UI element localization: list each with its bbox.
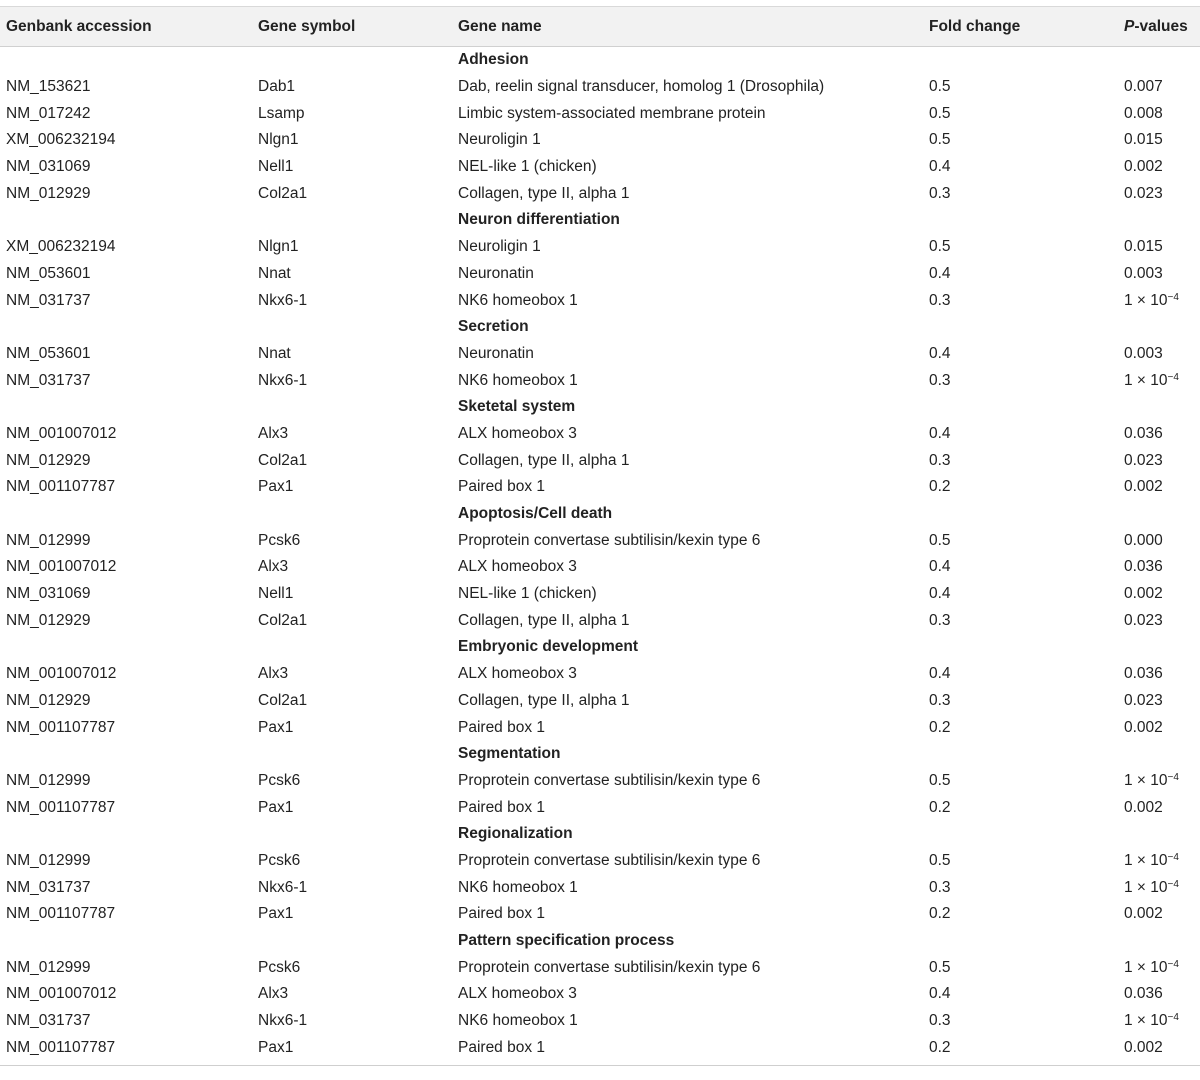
fold-change-cell: 0.4	[929, 158, 951, 176]
symbol-cell: Pax1	[258, 798, 294, 816]
fold-change-cell: 0.2	[929, 478, 951, 496]
p-value-cell	[1124, 959, 1200, 977]
p-value-base: 1 × 10	[1124, 771, 1168, 789]
fold-change-cell: 0.3	[929, 291, 951, 309]
accession-cell: NM_031737	[6, 371, 91, 389]
accession-cell: NM_031737	[6, 291, 91, 309]
table-row	[0, 848, 1200, 875]
table-row	[0, 154, 1200, 181]
symbol-cell: Pax1	[258, 905, 294, 923]
p-value-cell	[1124, 772, 1200, 790]
symbol-cell: Col2a1	[258, 184, 308, 202]
fold-change-cell: 0.3	[929, 878, 951, 896]
accession-cell: NM_001007012	[6, 985, 117, 1003]
category-label: Embryonic development	[458, 638, 639, 656]
category-row	[0, 394, 1200, 421]
table-row	[0, 74, 1200, 101]
category-label: Neuron differentiation	[458, 211, 620, 229]
category-label: Sketetal system	[458, 398, 576, 416]
gene-name-cell: Neuronatin	[458, 264, 534, 282]
table-row	[0, 367, 1200, 394]
table-row	[0, 447, 1200, 474]
table-row	[0, 581, 1200, 608]
gene-name-cell: Paired box 1	[458, 1038, 546, 1056]
category-row	[0, 741, 1200, 768]
fold-change-cell: 0.5	[929, 531, 951, 549]
fold-change-cell: 0.3	[929, 451, 951, 469]
fold-change-cell: 0.5	[929, 131, 951, 149]
p-value-cell: 0.036	[1124, 985, 1163, 1003]
fold-change-cell: 0.5	[929, 104, 951, 122]
p-value-cell	[1124, 292, 1200, 310]
accession-cell: NM_012999	[6, 771, 91, 789]
accession-cell: NM_031737	[6, 878, 91, 896]
gene-name-cell: Neuronatin	[458, 344, 534, 362]
table-row	[0, 180, 1200, 207]
accession-cell: NM_053601	[6, 264, 91, 282]
p-value-exponent: −4	[1167, 371, 1179, 383]
fold-change-cell: 0.5	[929, 78, 951, 96]
category-label: Segmentation	[458, 745, 561, 763]
symbol-cell: Nkx6-1	[258, 878, 308, 896]
p-value-exponent: −4	[1167, 771, 1179, 783]
table-row	[0, 714, 1200, 741]
gene-name-cell: NK6 homeobox 1	[458, 1012, 578, 1030]
gene-name-cell: Paired box 1	[458, 905, 546, 923]
symbol-cell: Pax1	[258, 718, 294, 736]
category-label: Adhesion	[458, 51, 529, 69]
symbol-cell: Nlgn1	[258, 238, 299, 256]
table-header	[0, 7, 1200, 47]
symbol-cell: Alx3	[258, 558, 289, 576]
p-value-exponent: −4	[1167, 1012, 1179, 1024]
fold-change-cell: 0.3	[929, 611, 951, 629]
p-value-cell	[1124, 852, 1200, 870]
category-row	[0, 821, 1200, 848]
p-value-cell: 0.007	[1124, 78, 1163, 96]
p-value-cell: 0.023	[1124, 691, 1163, 709]
p-value-base: 1 × 10	[1124, 958, 1168, 976]
table-row	[0, 981, 1200, 1008]
fold-change-cell: 0.4	[929, 264, 951, 282]
top-rule	[0, 0, 1200, 7]
fold-change-cell: 0.4	[929, 344, 951, 362]
accession-cell: NM_001007012	[6, 558, 117, 576]
symbol-cell: Pcsk6	[258, 531, 301, 549]
header-p-suffix: -values	[1134, 17, 1188, 35]
p-value-cell: 0.023	[1124, 611, 1163, 629]
p-value-base: 1 × 10	[1124, 291, 1168, 309]
table-row	[0, 661, 1200, 688]
gene-name-cell: Collagen, type II, alpha 1	[458, 611, 630, 629]
p-value-cell: 0.023	[1124, 184, 1163, 202]
fold-change-cell: 0.4	[929, 985, 951, 1003]
symbol-cell: Col2a1	[258, 611, 308, 629]
p-value-cell: 0.015	[1124, 238, 1163, 256]
table-row	[0, 1034, 1200, 1061]
gene-name-cell: NEL-like 1 (chicken)	[458, 158, 597, 176]
symbol-cell: Col2a1	[258, 691, 308, 709]
accession-cell: NM_012999	[6, 958, 91, 976]
gene-name-cell: Collagen, type II, alpha 1	[458, 451, 630, 469]
accession-cell: NM_153621	[6, 78, 91, 96]
symbol-cell: Nell1	[258, 158, 294, 176]
accession-cell: NM_031737	[6, 1012, 91, 1030]
table-row	[0, 100, 1200, 127]
symbol-cell: Nnat	[258, 344, 291, 362]
accession-cell: XM_006232194	[6, 238, 116, 256]
fold-change-cell: 0.3	[929, 691, 951, 709]
symbol-cell: Nell1	[258, 585, 294, 603]
table-row	[0, 554, 1200, 581]
accession-cell: NM_001107787	[6, 718, 116, 736]
category-row	[0, 634, 1200, 661]
category-row	[0, 47, 1200, 74]
p-value-base: 1 × 10	[1124, 878, 1168, 896]
header-pvalues	[1124, 18, 1200, 36]
gene-name-cell: ALX homeobox 3	[458, 665, 577, 683]
gene-name-cell: Proprotein convertase subtilisin/kexin type 6	[458, 771, 761, 789]
fold-change-cell: 0.5	[929, 771, 951, 789]
p-value-exponent: −4	[1167, 878, 1179, 890]
p-value-cell: 0.002	[1124, 1038, 1163, 1056]
header-name: Gene name	[458, 17, 542, 35]
gene-name-cell: Collagen, type II, alpha 1	[458, 184, 630, 202]
p-value-cell: 0.008	[1124, 104, 1163, 122]
accession-cell: NM_001007012	[6, 424, 117, 442]
table-row	[0, 341, 1200, 368]
fold-change-cell: 0.4	[929, 585, 951, 603]
table-row	[0, 261, 1200, 288]
fold-change-cell: 0.2	[929, 718, 951, 736]
p-value-cell: 0.002	[1124, 158, 1163, 176]
category-row	[0, 314, 1200, 341]
fold-change-cell: 0.4	[929, 665, 951, 683]
accession-cell: NM_001007012	[6, 665, 117, 683]
category-label: Pattern specification process	[458, 932, 675, 950]
table-row	[0, 421, 1200, 448]
fold-change-cell: 0.3	[929, 371, 951, 389]
symbol-cell: Dab1	[258, 78, 296, 96]
gene-name-cell: Limbic system-associated membrane protein	[458, 104, 766, 122]
category-label: Secretion	[458, 318, 529, 336]
table-row	[0, 768, 1200, 795]
category-row	[0, 207, 1200, 234]
gene-name-cell: Collagen, type II, alpha 1	[458, 691, 630, 709]
bottom-rule	[0, 1065, 1200, 1066]
gene-name-cell: Paired box 1	[458, 718, 546, 736]
gene-name-cell: Paired box 1	[458, 798, 546, 816]
fold-change-cell: 0.2	[929, 1038, 951, 1056]
p-value-base: 1 × 10	[1124, 851, 1168, 869]
table-row	[0, 234, 1200, 261]
symbol-cell: Pax1	[258, 478, 294, 496]
gene-name-cell: Neuroligin 1	[458, 131, 541, 149]
table-row	[0, 954, 1200, 981]
p-value-cell: 0.002	[1124, 718, 1163, 736]
header-accession: Genbank accession	[6, 17, 152, 35]
symbol-cell: Alx3	[258, 665, 289, 683]
gene-name-cell: NK6 homeobox 1	[458, 291, 578, 309]
accession-cell: NM_053601	[6, 344, 91, 362]
table-row	[0, 901, 1200, 928]
accession-cell: NM_001107787	[6, 478, 116, 496]
accession-cell: NM_012929	[6, 451, 91, 469]
header-fold: Fold change	[929, 17, 1021, 35]
symbol-cell: Nnat	[258, 264, 291, 282]
header-symbol: Gene symbol	[258, 17, 356, 35]
fold-change-cell: 0.5	[929, 958, 951, 976]
table-row	[0, 527, 1200, 554]
accession-cell: NM_012999	[6, 531, 91, 549]
gene-name-cell: NEL-like 1 (chicken)	[458, 585, 597, 603]
gene-name-cell: Proprotein convertase subtilisin/kexin type 6	[458, 958, 761, 976]
symbol-cell: Nlgn1	[258, 131, 299, 149]
symbol-cell: Col2a1	[258, 451, 308, 469]
symbol-cell: Nkx6-1	[258, 371, 308, 389]
symbol-cell: Lsamp	[258, 104, 305, 122]
gene-name-cell: Dab, reelin signal transducer, homolog 1 (Drosophila)	[458, 78, 825, 96]
category-row	[0, 928, 1200, 955]
table-row	[0, 874, 1200, 901]
gene-name-cell: NK6 homeobox 1	[458, 878, 578, 896]
category-label: Apoptosis/Cell death	[458, 505, 613, 523]
gene-name-cell: Paired box 1	[458, 478, 546, 496]
fold-change-cell: 0.5	[929, 238, 951, 256]
category-label: Regionalization	[458, 825, 573, 843]
fold-change-cell: 0.2	[929, 798, 951, 816]
p-value-cell: 0.002	[1124, 798, 1163, 816]
table-row	[0, 794, 1200, 821]
p-value-cell: 0.003	[1124, 264, 1163, 282]
table-row	[0, 1008, 1200, 1035]
p-value-cell	[1124, 372, 1200, 390]
p-value-cell: 0.002	[1124, 478, 1163, 496]
p-value-cell: 0.003	[1124, 344, 1163, 362]
gene-name-cell: Proprotein convertase subtilisin/kexin type 6	[458, 531, 761, 549]
p-value-cell	[1124, 879, 1200, 897]
symbol-cell: Pcsk6	[258, 771, 301, 789]
accession-cell: NM_012999	[6, 851, 91, 869]
accession-cell: NM_012929	[6, 611, 91, 629]
fold-change-cell: 0.4	[929, 558, 951, 576]
symbol-cell: Pax1	[258, 1038, 294, 1056]
symbol-cell: Nkx6-1	[258, 291, 308, 309]
p-value-cell: 0.023	[1124, 451, 1163, 469]
gene-name-cell: NK6 homeobox 1	[458, 371, 578, 389]
table-body	[0, 47, 1200, 1061]
table-row	[0, 127, 1200, 154]
fold-change-cell: 0.5	[929, 851, 951, 869]
header-p-letter: P	[1124, 17, 1135, 35]
accession-cell: NM_012929	[6, 184, 91, 202]
accession-cell: NM_031069	[6, 158, 91, 176]
p-value-cell: 0.002	[1124, 585, 1163, 603]
gene-name-cell: Proprotein convertase subtilisin/kexin type 6	[458, 851, 761, 869]
table-row	[0, 688, 1200, 715]
fold-change-cell: 0.2	[929, 905, 951, 923]
p-value-cell: 0.000	[1124, 531, 1163, 549]
fold-change-cell: 0.4	[929, 424, 951, 442]
symbol-cell: Alx3	[258, 985, 289, 1003]
fold-change-cell: 0.3	[929, 1012, 951, 1030]
accession-cell: NM_012929	[6, 691, 91, 709]
symbol-cell: Alx3	[258, 424, 289, 442]
accession-cell: NM_001107787	[6, 798, 116, 816]
symbol-cell: Nkx6-1	[258, 1012, 308, 1030]
accession-cell: NM_031069	[6, 585, 91, 603]
fold-change-cell: 0.3	[929, 184, 951, 202]
accession-cell: NM_017242	[6, 104, 91, 122]
p-value-base: 1 × 10	[1124, 1012, 1168, 1030]
p-value-cell: 0.002	[1124, 905, 1163, 923]
p-value-base: 1 × 10	[1124, 371, 1168, 389]
table-row	[0, 287, 1200, 314]
gene-name-cell: ALX homeobox 3	[458, 424, 577, 442]
symbol-cell: Pcsk6	[258, 958, 301, 976]
gene-name-cell: ALX homeobox 3	[458, 985, 577, 1003]
p-value-exponent: −4	[1167, 851, 1179, 863]
gene-name-cell: ALX homeobox 3	[458, 558, 577, 576]
p-value-cell: 0.036	[1124, 665, 1163, 683]
p-value-exponent: −4	[1167, 291, 1179, 303]
category-row	[0, 501, 1200, 528]
p-value-cell	[1124, 1012, 1200, 1030]
p-value-exponent: −4	[1167, 958, 1179, 970]
table-row	[0, 607, 1200, 634]
p-value-cell: 0.015	[1124, 131, 1163, 149]
accession-cell: NM_001107787	[6, 905, 116, 923]
p-value-cell: 0.036	[1124, 424, 1163, 442]
accession-cell: NM_001107787	[6, 1038, 116, 1056]
accession-cell: XM_006232194	[6, 131, 116, 149]
symbol-cell: Pcsk6	[258, 851, 301, 869]
table-row	[0, 474, 1200, 501]
gene-name-cell: Neuroligin 1	[458, 238, 541, 256]
p-value-cell: 0.036	[1124, 558, 1163, 576]
